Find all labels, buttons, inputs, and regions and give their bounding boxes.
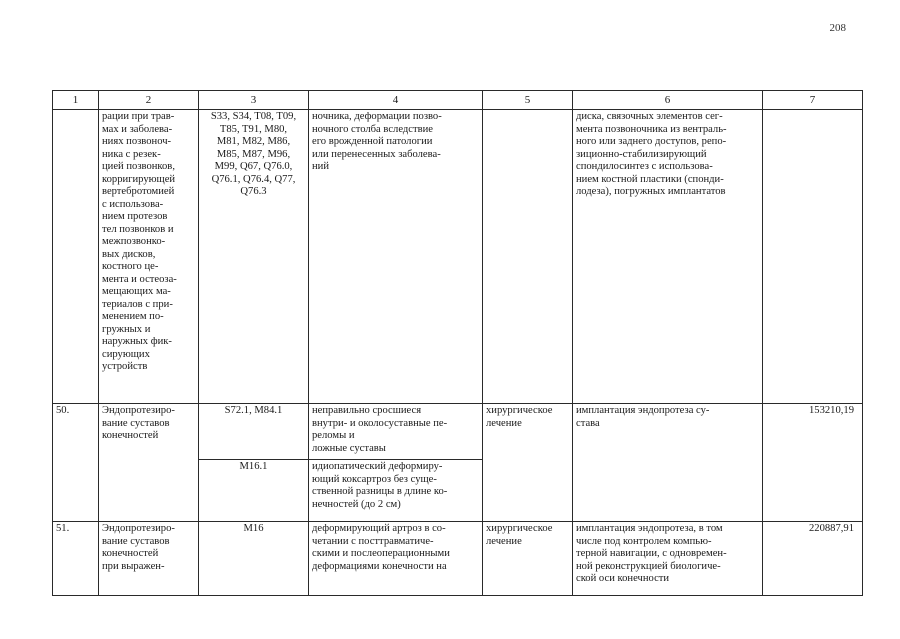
text-line: межпозвонко-: [102, 236, 166, 247]
text-line: с использова-: [102, 198, 164, 210]
text-line: числе под контролем компью-: [576, 535, 712, 547]
medical-services-table: [52, 90, 863, 596]
cont-method-cell: [573, 110, 763, 404]
text-line: териалов с при-: [102, 298, 173, 310]
cont-num-cell: [53, 110, 99, 404]
text-line: става: [576, 417, 600, 429]
text-line: идиопатический деформиру-: [312, 461, 443, 472]
col-number-5: 5: [483, 91, 573, 110]
row-50-codes-1: S72.1, M84.1: [199, 404, 309, 460]
text-line: Эндопротезиро-: [102, 405, 175, 416]
text-line: деформирующий артроз в со-: [312, 523, 446, 534]
text-line: имплантация эндопротеза су-: [576, 405, 710, 416]
row-51-codes: M16: [199, 522, 309, 596]
text-line: ложные суставы: [312, 442, 386, 454]
text-line: лечение: [486, 535, 522, 547]
row-50-cost: 153210,19: [763, 404, 863, 522]
text-line: вание суставов: [102, 535, 170, 547]
row-50-treatment: [483, 404, 573, 522]
text-line: лодеза), погружных имплантатов: [576, 186, 726, 197]
text-line: T85, T91, M80,: [219, 123, 288, 135]
text-line: вых дисков,: [102, 248, 156, 260]
page-number: 208: [829, 22, 846, 34]
text-line: мента позвоночника из вентраль-: [576, 123, 727, 135]
text-line: скими и послеоперационными: [312, 548, 450, 559]
text-line: неправильно сросшиеся: [312, 405, 422, 416]
text-line: реломы и: [312, 430, 355, 441]
text-line: деформациями конечности на: [312, 560, 447, 572]
text-line: рации при трав-: [102, 111, 175, 122]
text-line: ющий коксартроз без суще-: [312, 473, 437, 485]
text-line: менением по-: [102, 311, 164, 322]
text-line: хирургическое: [486, 523, 553, 534]
text-line: ночника, деформации позво-: [312, 111, 442, 122]
col-number-7: 7: [763, 91, 863, 110]
text-line: спондилосинтез с использова-: [576, 161, 713, 172]
text-line: Эндопротезиро-: [102, 523, 175, 534]
text-line: нием костной пластики (спонди-: [576, 173, 724, 185]
row-51-method: [573, 522, 763, 596]
text-line: ного или заднего доступов, репо-: [576, 136, 727, 147]
text-line: или перенесенных заболева-: [312, 148, 441, 160]
cont-model-cell: [309, 110, 483, 404]
text-line: мента и остеоза-: [102, 273, 177, 285]
text-line: ночного столба вследствие: [312, 123, 433, 135]
col-number-6: 6: [573, 91, 763, 110]
text-line: имплантация эндопротеза, в том: [576, 523, 723, 534]
text-line: хирургическое: [486, 405, 553, 416]
text-line: его врожденной патологии: [312, 136, 433, 147]
text-line: зиционно-стабилизирующий: [576, 148, 707, 160]
col-number-2: 2: [99, 91, 199, 110]
text-line: ской оси конечности: [576, 573, 670, 584]
continued-row: [53, 110, 863, 404]
row-51-name: [99, 522, 199, 596]
text-line: гружных и: [102, 323, 151, 335]
text-line: вание суставов: [102, 417, 170, 429]
text-line: Q76.1, Q76.4, Q77,: [211, 173, 296, 185]
text-line: ний: [312, 161, 330, 172]
col-number-1: 1: [53, 91, 99, 110]
text-line: внутри- и околосуставные пе-: [312, 417, 448, 429]
cont-cost-cell: [763, 110, 863, 404]
text-line: ниях позвоноч-: [102, 136, 172, 147]
row-51-treatment: [483, 522, 573, 596]
text-line: ственной разницы в длине ко-: [312, 486, 448, 497]
text-line: четании с посттравматиче-: [312, 535, 434, 547]
text-line: S33, S34, T08, T09,: [210, 111, 297, 122]
text-line: мах и заболева-: [102, 123, 173, 135]
text-line: нием протезов: [102, 211, 168, 222]
text-line: цией позвонков,: [102, 161, 175, 172]
text-line: конечностей: [102, 430, 159, 441]
cont-codes-cell: [199, 110, 309, 404]
row-50-name: [99, 404, 199, 522]
text-line: ной реконструкцией биологиче-: [576, 560, 721, 572]
row-50-number: 50.: [53, 404, 99, 522]
text-line: конечностей: [102, 548, 159, 559]
row-50-model-2: [309, 460, 483, 522]
text-line: терной навигации, с одновремен-: [576, 548, 727, 559]
text-line: нечностей (до 2 см): [312, 498, 401, 510]
text-line: мещающих ма-: [102, 286, 171, 297]
row-51-model: [309, 522, 483, 596]
text-line: Q76.3: [240, 186, 267, 197]
text-line: M99, Q67, Q76.0,: [214, 161, 293, 172]
cont-name-cell: [99, 110, 199, 404]
row-51-cost: 220887,91: [763, 522, 863, 596]
row-50-method: [573, 404, 763, 522]
text-line: костного це-: [102, 261, 159, 272]
text-line: тел позвонков и: [102, 223, 174, 235]
text-line: сирующих: [102, 348, 150, 360]
text-line: вертебротомией: [102, 186, 175, 197]
col-number-3: 3: [199, 91, 309, 110]
text-line: лечение: [486, 417, 522, 429]
column-number-row: [53, 91, 863, 110]
row-51-number: 51.: [53, 522, 99, 596]
col-number-4: 4: [309, 91, 483, 110]
text-line: M81, M82, M86,: [216, 136, 291, 147]
text-line: при выражен-: [102, 560, 165, 572]
cont-treatment-cell: [483, 110, 573, 404]
row-50-a: [53, 404, 863, 460]
text-line: диска, связочных элементов сег-: [576, 111, 723, 122]
text-line: M85, M87, M96,: [216, 148, 291, 160]
row-51: [53, 522, 863, 596]
text-line: наружных фик-: [102, 336, 172, 347]
text-line: устройств: [102, 361, 148, 372]
row-50-model-1: [309, 404, 483, 460]
row-50-codes-2: M16.1: [199, 460, 309, 522]
text-line: корригирующей: [102, 173, 176, 185]
text-line: ника с резек-: [102, 148, 161, 160]
